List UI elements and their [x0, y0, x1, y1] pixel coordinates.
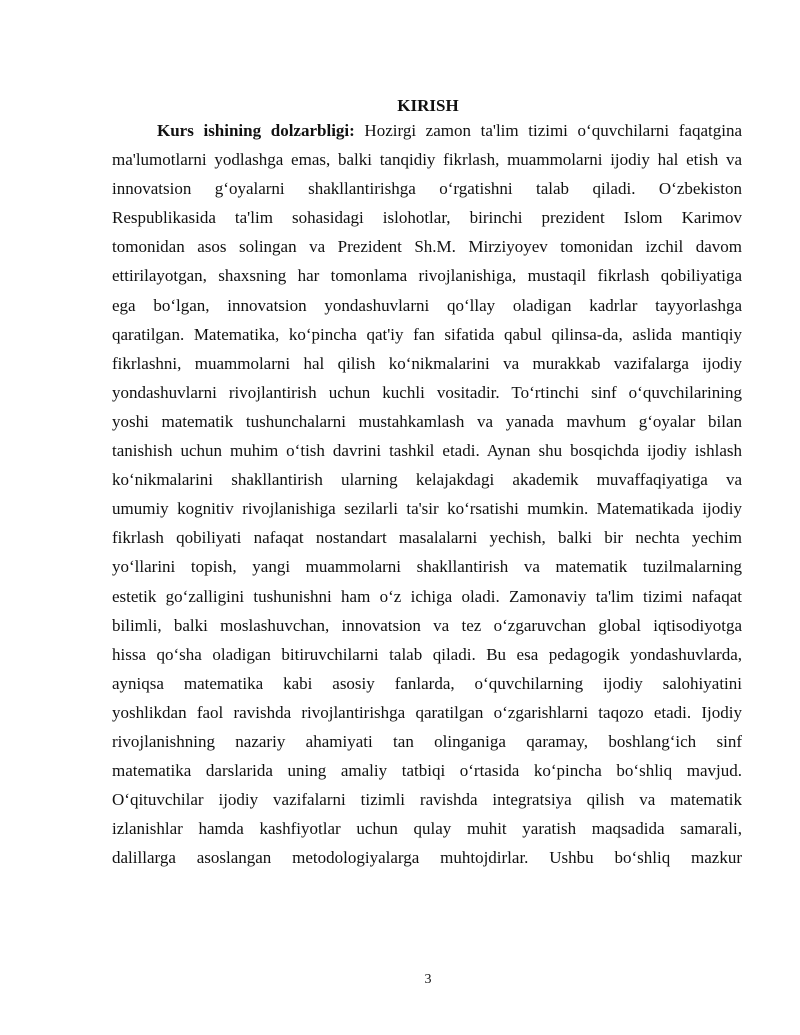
- paragraph-line: ma'lumotlarni yodlashga emas, balki tanqidiy fikrlash, muammolarni ijodiy hal etish va: [112, 150, 742, 170]
- paragraph-line: tanishish uchun muhim o‘tish davrini tashkil etadi. Aynan shu bosqichda ijodiy ishlash: [112, 441, 742, 461]
- paragraph-line: tomonidan asos solingan va Prezident Sh.M. Mirziyoyev tomonidan izchil davom: [112, 237, 742, 257]
- paragraph-line-text: Hozirgi zamon ta'lim tizimi o‘quvchilarni faqatgina: [354, 121, 742, 140]
- paragraph-line: yondashuvlarni rivojlantirish uchun kuchli vositadir. To‘rtinchi sinf o‘quvchilarining: [112, 382, 742, 402]
- paragraph-line: yoshlikdan faol ravishda rivojlantirishga qaratilgan o‘zgarishlarni taqozo etadi. Ijodiy: [112, 702, 742, 722]
- paragraph-line: umumiy kognitiv rivojlanishiga sezilarli ta'sir ko‘rsatishi mumkin. Matematikada ijodiy: [112, 499, 742, 519]
- paragraph-line: izlanishlar hamda kashfiyotlar uchun qulay muhit yaratish maqsadida samarali,: [112, 819, 742, 839]
- paragraph-line: matematika darslarida uning amaliy tatbiqi o‘rtasida ko‘pincha bo‘shliq mavjud.: [112, 761, 742, 781]
- paragraph-line: fikrlashni, muammolarni hal qilish ko‘nikmalarini va murakkab vazifalarga ijodiy: [112, 353, 742, 373]
- paragraph-line: innovatsion g‘oyalarni shakllantirishga o‘rgatishni talab qiladi. O‘zbekiston: [112, 179, 742, 199]
- paragraph-line: estetik go‘zalligini tushunishni ham o‘z ichiga oladi. Zamonaviy ta'lim tizimi nafaqat: [112, 586, 742, 606]
- paragraph-line-1: [112, 116, 742, 145]
- paragraph-line: hissa qo‘sha oladigan bitiruvchilarni talab qiladi. Bu esa pedagogik yondashuvlarda,: [112, 644, 742, 664]
- paragraph-line: Respublikasida ta'lim sohasidagi islohotlar, birinchi prezident Islom Karimov: [112, 208, 742, 228]
- paragraph-line: rivojlanishning nazariy ahamiyati tan olinganiga qaramay, boshlang‘ich sinf: [112, 731, 742, 751]
- paragraph-line: ayniqsa matematika kabi asosiy fanlarda, o‘quvchilarning ijodiy salohiyatini: [112, 673, 742, 693]
- section-heading: KIRISH: [397, 96, 459, 115]
- paragraph-line: ko‘nikmalarini shakllantirish ularning kelajakdagi akademik muvaffaqiyatiga va: [112, 470, 742, 490]
- body-paragraph: [112, 116, 742, 872]
- intro-label: Kurs ishining dolzarbligi:: [157, 121, 355, 140]
- paragraph-line: O‘qituvchilar ijodiy vazifalarni tizimli ravishda integratsiya qilish va matematik: [112, 790, 742, 810]
- paragraph-line: ega bo‘lgan, innovatsion yondashuvlarni qo‘llay oladigan kadrlar tayyorlashga: [112, 295, 742, 315]
- paragraph-line: yo‘llarini topish, yangi muammolarni shakllantirish va matematik tuzilmalarning: [112, 557, 742, 577]
- paragraph-line: bilimli, balki moslashuvchan, innovatsion va tez o‘zgaruvchan global iqtisodiyotga: [112, 615, 742, 635]
- paragraph-line: ettirilayotgan, shaxsning har tomonlama rivojlanishiga, mustaqil fikrlash qobiliyatiga: [112, 266, 742, 286]
- paragraph-line: qaratilgan. Matematika, ko‘pincha qat'iy fan sifatida qabul qilinsa-da, aslida mantiqiy: [112, 324, 742, 344]
- paragraph-line: yoshi matematik tushunchalarni mustahkamlash va yanada mavhum g‘oyalar bilan: [112, 411, 742, 431]
- paragraph-line: dalillarga asoslangan metodologiyalarga muhtojdirlar. Ushbu bo‘shliq mazkur: [112, 848, 742, 868]
- paragraph-line: fikrlash qobiliyati nafaqat nostandart masalalarni yechish, balki bir nechta yechim: [112, 528, 742, 548]
- page-number: 3: [424, 972, 432, 987]
